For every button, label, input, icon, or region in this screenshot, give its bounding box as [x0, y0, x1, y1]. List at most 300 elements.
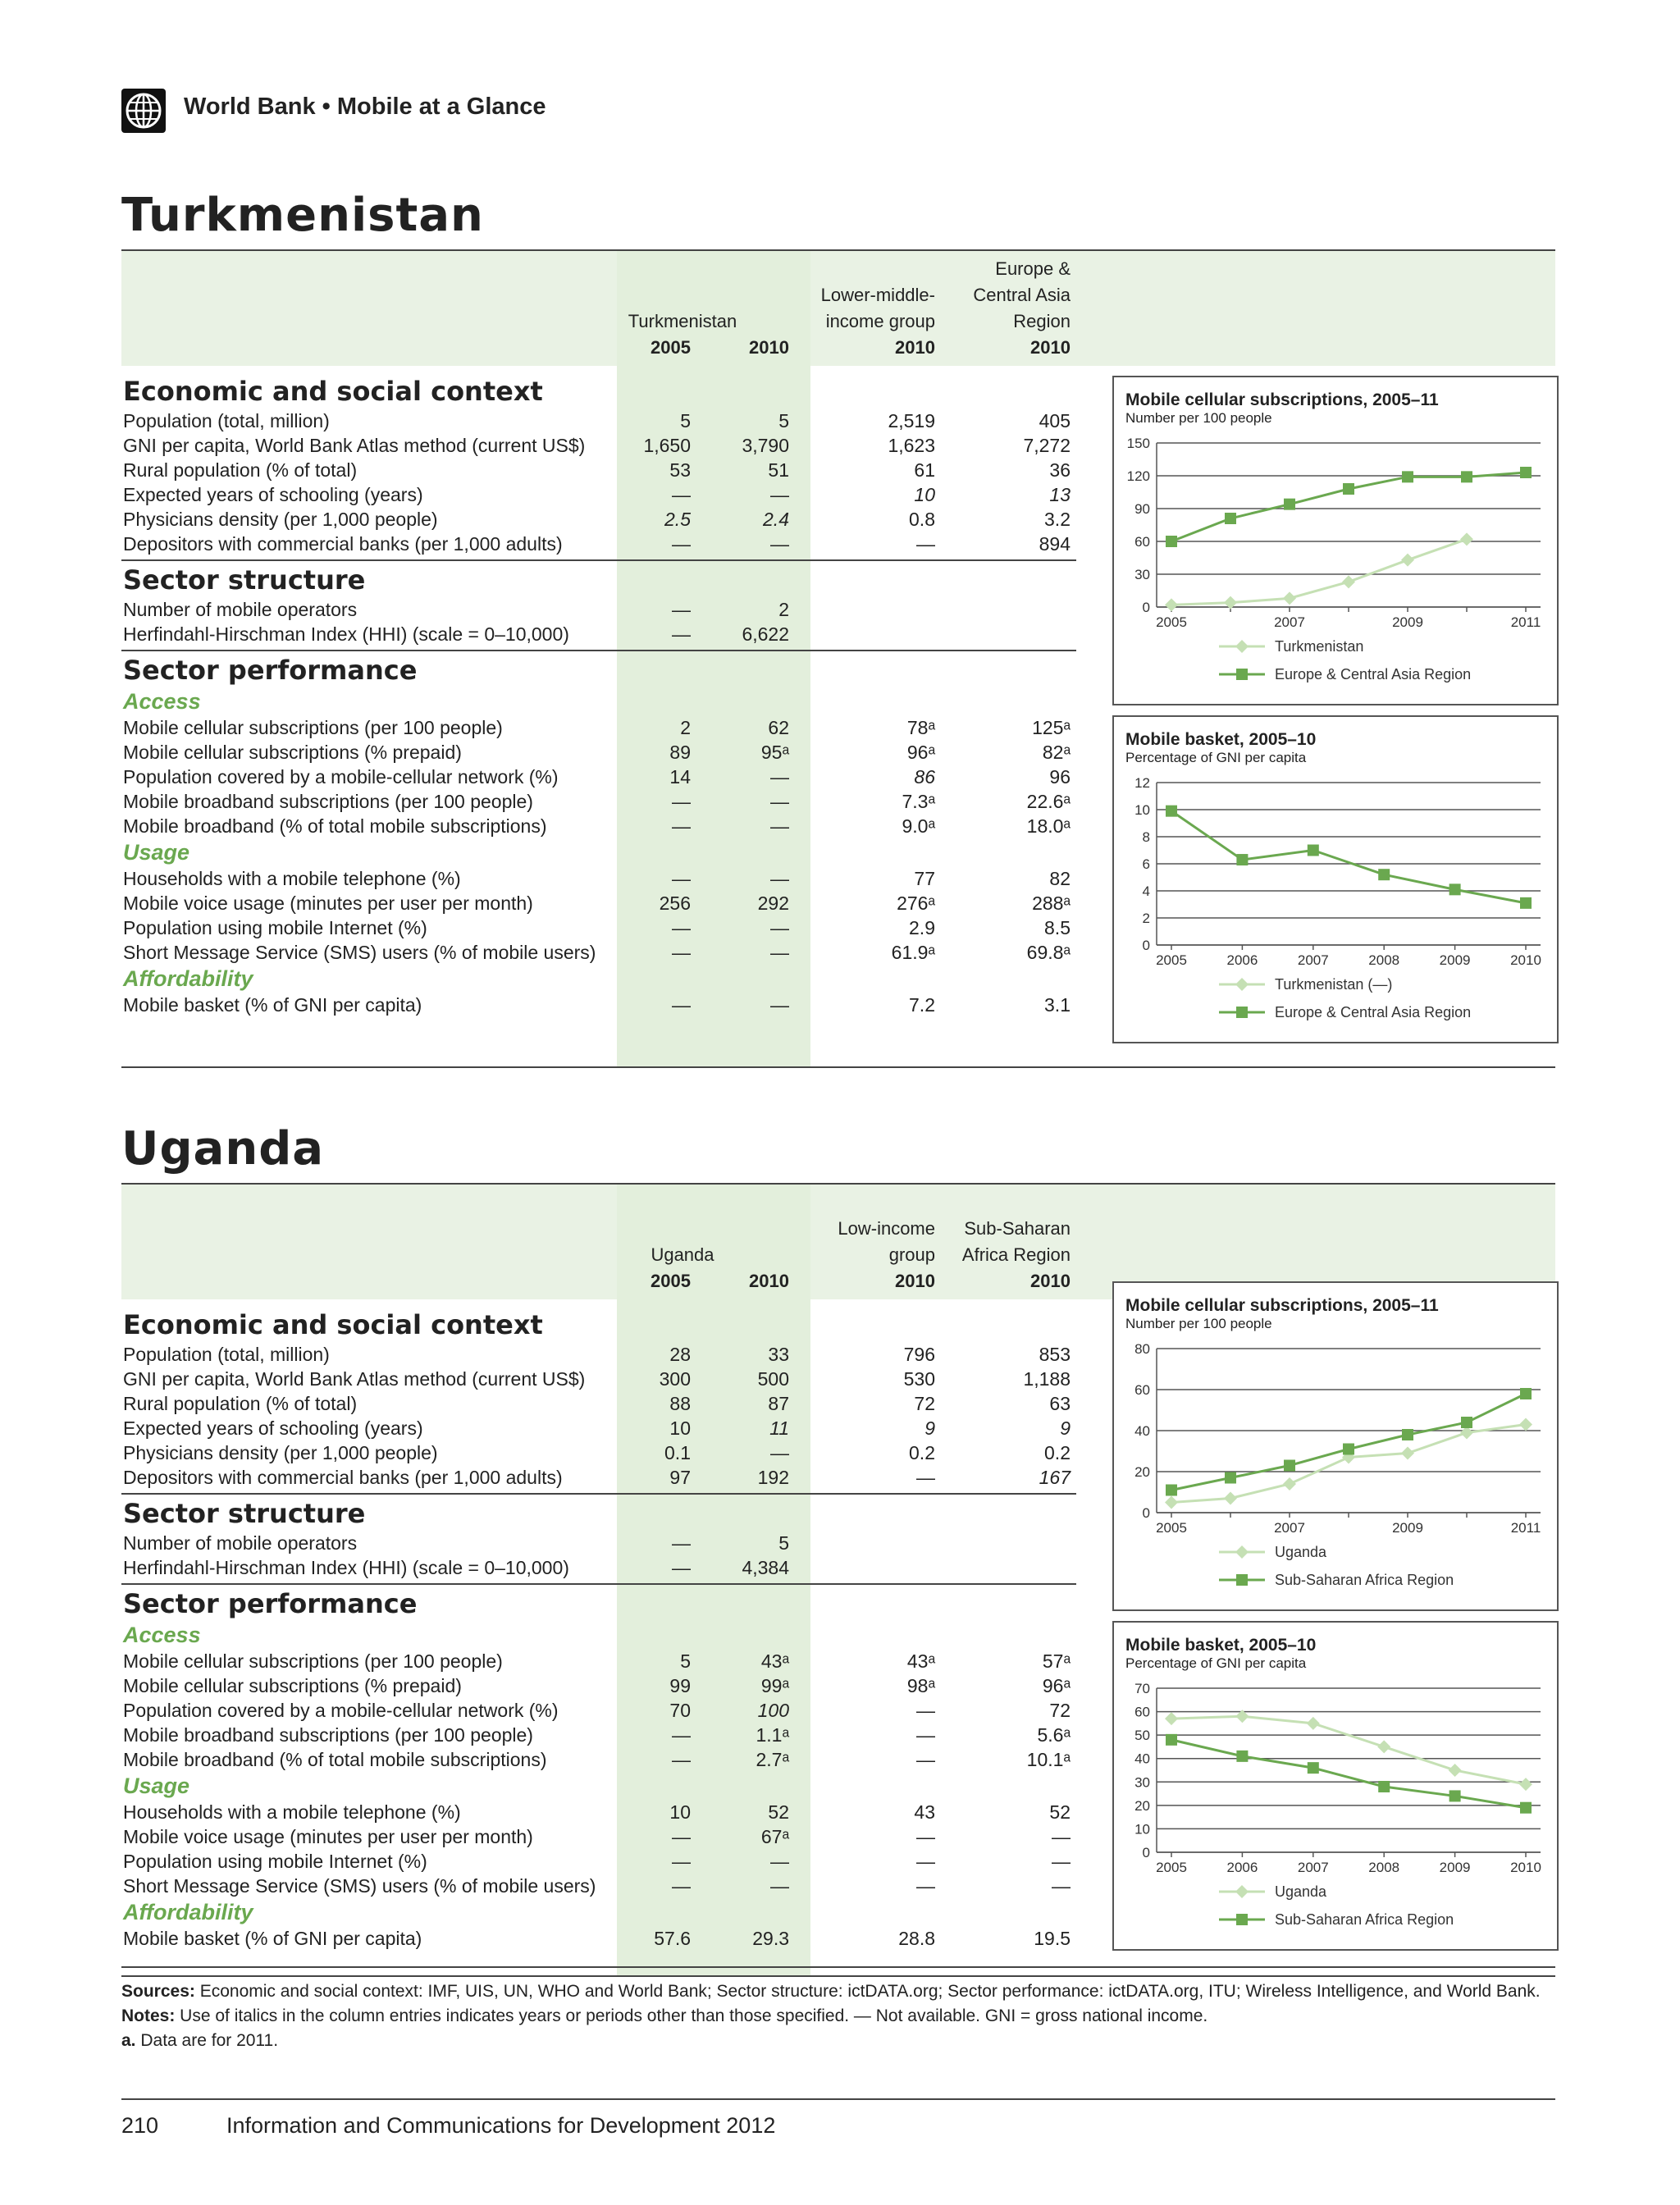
chart-title: Mobile cellular subscriptions, 2005–11	[1125, 390, 1439, 409]
footnote-a: a. Data are for 2011.	[121, 2031, 279, 2050]
row-value: 0.1	[664, 1442, 691, 1463]
row-value: 894	[1039, 533, 1071, 555]
row-value: 530	[903, 1368, 935, 1390]
column-year: 2005	[651, 337, 691, 358]
country-title: Uganda	[121, 1122, 325, 1176]
data-point	[1166, 536, 1177, 547]
data-point	[1166, 806, 1177, 817]
row-value: —	[770, 533, 789, 555]
row-value: 95ᵃ	[760, 742, 789, 763]
column-year: 2010	[895, 1271, 935, 1291]
row-value: 9.0ᵃ	[902, 815, 935, 837]
row-value: 29.3	[752, 1928, 789, 1949]
y-tick-label: 20	[1134, 1797, 1150, 1814]
row-value: 5.6ᵃ	[1037, 1724, 1071, 1746]
row-value: —	[672, 1557, 691, 1578]
row-value: —	[1052, 1826, 1071, 1847]
data-point	[1520, 1802, 1532, 1814]
row-label: Expected years of schooling (years)	[123, 1418, 423, 1439]
row-value: 10	[669, 1418, 691, 1439]
chart-svg	[1114, 717, 1557, 1042]
data-point	[1307, 1717, 1320, 1730]
row-label: Population covered by a mobile-cellular network (%)	[123, 766, 559, 788]
data-point	[1519, 1778, 1532, 1791]
row-value: 3.2	[1044, 509, 1071, 530]
x-tick-label: 2007	[1297, 1860, 1329, 1875]
row-value: —	[672, 917, 691, 938]
row-label: Herfindahl-Hirschman Index (HHI) (scale = 0–10,000)	[123, 623, 569, 645]
line-chart	[1112, 715, 1559, 1043]
legend-marker	[1236, 1914, 1248, 1925]
row-value: 43	[914, 1801, 935, 1823]
row-value: 67ᵃ	[760, 1826, 789, 1847]
row-label: Households with a mobile telephone (%)	[123, 868, 461, 889]
legend-marker	[1236, 1574, 1248, 1586]
row-value: 288ᵃ	[1032, 892, 1071, 914]
chart-subtitle: Percentage of GNI per capita	[1125, 1655, 1307, 1671]
row-value: 72	[914, 1393, 935, 1414]
row-value: 1,623	[888, 435, 935, 456]
row-value: 500	[757, 1368, 789, 1390]
row-label: GNI per capita, World Bank Atlas method (current US$)	[123, 1368, 586, 1390]
legend-marker	[1235, 640, 1249, 653]
data-point	[1401, 1447, 1414, 1460]
row-value: 99ᵃ	[760, 1675, 789, 1696]
row-value: 57.6	[654, 1928, 691, 1949]
data-point	[1520, 1388, 1532, 1399]
column-header-line: Uganda	[651, 1244, 714, 1265]
row-value: 99	[669, 1675, 691, 1696]
row-value: 77	[914, 868, 935, 889]
column-header-line: Africa Region	[961, 1244, 1071, 1265]
row-value: 82ᵃ	[1042, 742, 1071, 763]
subsection-title: Affordability	[123, 966, 253, 991]
row-value: 2.5	[664, 509, 691, 530]
data-point	[1225, 513, 1236, 524]
row-value: 796	[903, 1344, 935, 1365]
legend-label: Uganda	[1275, 1544, 1327, 1560]
row-label: Number of mobile operators	[123, 599, 358, 620]
chart-title: Mobile basket, 2005–10	[1125, 1636, 1317, 1655]
y-tick-label: 30	[1134, 567, 1150, 582]
row-value: —	[916, 1700, 935, 1721]
row-value: 86	[914, 766, 935, 788]
world-bank-globe-icon	[121, 89, 166, 133]
data-point	[1343, 1444, 1354, 1455]
row-label: Depositors with commercial banks (per 1,000 adults)	[123, 533, 563, 555]
x-tick-label: 2007	[1274, 1520, 1305, 1536]
data-point	[1166, 1485, 1177, 1496]
row-label: Mobile broadband subscriptions (per 100 people)	[123, 1724, 533, 1746]
data-point	[1378, 869, 1390, 880]
row-value: 5	[778, 1532, 789, 1554]
row-value: 14	[669, 766, 691, 788]
subsection-title: Access	[123, 1623, 201, 1647]
y-tick-label: 8	[1142, 829, 1150, 845]
row-value: —	[916, 1749, 935, 1770]
data-point	[1308, 1762, 1319, 1774]
row-value: —	[916, 1826, 935, 1847]
row-value: —	[916, 1851, 935, 1872]
row-label: Population (total, million)	[123, 410, 330, 431]
x-tick-label: 2011	[1510, 614, 1541, 630]
row-value: 3,790	[742, 435, 789, 456]
column-header-line: Region	[1013, 311, 1071, 331]
row-label: Population covered by a mobile-cellular network (%)	[123, 1700, 559, 1721]
row-value: 2,519	[888, 410, 935, 431]
block-title: Sector structure	[123, 1498, 366, 1529]
row-label: Mobile voice usage (minutes per user per month)	[123, 892, 533, 914]
row-value: —	[770, 1442, 789, 1463]
row-value: 10	[669, 1801, 691, 1823]
chart-svg	[1114, 377, 1557, 704]
row-value: 96ᵃ	[1042, 1675, 1071, 1696]
row-label: Rural population (% of total)	[123, 459, 358, 481]
x-tick-label: 2005	[1156, 952, 1187, 968]
row-value: 300	[659, 1368, 691, 1390]
row-value: —	[672, 1724, 691, 1746]
publication-title: Information and Communications for Development 2012	[226, 2113, 776, 2138]
data-point	[1284, 1460, 1295, 1472]
line-chart	[1112, 1281, 1559, 1611]
series-line	[1171, 472, 1526, 541]
data-point	[1402, 471, 1413, 482]
data-point	[1520, 897, 1532, 909]
row-value: 5	[778, 410, 789, 431]
y-tick-label: 0	[1142, 1505, 1150, 1521]
series-line	[1171, 1394, 1526, 1491]
column-header-line: Europe &	[995, 258, 1071, 279]
row-value: 7.2	[909, 994, 935, 1016]
x-tick-label: 2010	[1510, 952, 1541, 968]
y-tick-label: 2	[1142, 911, 1150, 926]
row-value: —	[672, 533, 691, 555]
x-tick-label: 2009	[1392, 1520, 1423, 1536]
data-point	[1449, 1790, 1461, 1801]
row-value: —	[916, 1875, 935, 1897]
row-value: 256	[659, 892, 691, 914]
x-tick-label: 2010	[1510, 1860, 1541, 1875]
row-label: GNI per capita, World Bank Atlas method (current US$)	[123, 435, 586, 456]
row-value: —	[770, 1875, 789, 1897]
table-bottom-rule	[121, 1975, 1555, 1977]
series-line	[1171, 1716, 1526, 1784]
y-tick-label: 10	[1134, 1821, 1150, 1838]
row-value: 19.5	[1034, 1928, 1071, 1949]
block-title: Economic and social context	[123, 1309, 543, 1340]
row-value: 43ᵃ	[760, 1650, 789, 1672]
running-header: World Bank • Mobile at a Glance	[184, 94, 546, 120]
x-tick-label: 2005	[1156, 614, 1187, 630]
row-value: 1,188	[1023, 1368, 1071, 1390]
row-value: 2.7ᵃ	[756, 1749, 789, 1770]
subsection-title: Affordability	[123, 1900, 253, 1924]
column-header-line: Turkmenistan	[628, 311, 737, 331]
row-value: 96ᵃ	[906, 742, 935, 763]
row-label: Population using mobile Internet (%)	[123, 917, 427, 938]
row-value: —	[770, 1851, 789, 1872]
row-label: Mobile cellular subscriptions (% prepaid)	[123, 742, 462, 763]
block-title: Sector performance	[123, 1588, 418, 1619]
row-value: —	[770, 917, 789, 938]
row-value: 89	[669, 742, 691, 763]
row-label: Depositors with commercial banks (per 1,000 adults)	[123, 1467, 563, 1488]
country-title: Turkmenistan	[121, 189, 484, 242]
row-value: 2.4	[763, 509, 789, 530]
block-rule	[121, 1583, 1076, 1585]
legend-label: Turkmenistan (—)	[1275, 976, 1393, 993]
series-line	[1171, 811, 1526, 903]
row-value: 6,622	[742, 623, 789, 645]
page-footer-rule	[121, 2098, 1555, 2100]
x-tick-label: 2009	[1439, 1860, 1471, 1875]
block-title: Economic and social context	[123, 376, 543, 407]
row-value: 10	[914, 484, 935, 505]
data-point	[1461, 471, 1472, 482]
x-tick-label: 2007	[1274, 614, 1305, 630]
column-year: 2010	[749, 337, 789, 358]
row-value: —	[672, 1532, 691, 1554]
y-tick-label: 6	[1142, 856, 1150, 872]
row-value: —	[770, 484, 789, 505]
x-tick-label: 2005	[1156, 1520, 1187, 1536]
row-value: 53	[669, 459, 691, 481]
legend-label: Uganda	[1275, 1883, 1327, 1900]
row-value: 98ᵃ	[906, 1675, 935, 1696]
row-value: 11	[769, 1418, 789, 1439]
y-tick-label: 120	[1126, 468, 1150, 484]
legend-marker	[1235, 1885, 1249, 1898]
row-label: Physicians density (per 1,000 people)	[123, 509, 438, 530]
row-value: 96	[1049, 766, 1071, 788]
row-label: Population using mobile Internet (%)	[123, 1851, 427, 1872]
x-tick-label: 2011	[1510, 1520, 1541, 1536]
y-tick-label: 40	[1134, 1751, 1150, 1767]
data-point	[1283, 591, 1296, 605]
row-label: Mobile cellular subscriptions (% prepaid)	[123, 1675, 462, 1696]
row-value: —	[770, 791, 789, 812]
data-point	[1225, 1472, 1236, 1484]
y-tick-label: 4	[1142, 883, 1150, 899]
row-value: 88	[669, 1393, 691, 1414]
row-value: 57ᵃ	[1042, 1650, 1071, 1672]
data-point	[1378, 1781, 1390, 1792]
row-value: 72	[1049, 1700, 1071, 1721]
row-value: —	[672, 1749, 691, 1770]
row-value: —	[770, 994, 789, 1016]
row-value: —	[672, 791, 691, 812]
row-value: —	[672, 942, 691, 963]
data-point	[1166, 1734, 1177, 1746]
row-value: 167	[1039, 1467, 1071, 1488]
column-header-line: Sub-Saharan	[964, 1218, 1071, 1239]
row-value: 97	[669, 1467, 691, 1488]
row-value: 5	[680, 410, 691, 431]
legend-marker	[1236, 669, 1248, 680]
row-value: 51	[768, 459, 789, 481]
subsection-title: Usage	[123, 840, 190, 865]
row-value: 18.0ᵃ	[1026, 815, 1071, 837]
y-tick-label: 0	[1142, 1845, 1150, 1860]
data-point	[1165, 598, 1178, 611]
row-value: 276ᵃ	[897, 892, 935, 914]
legend-label: Turkmenistan	[1275, 638, 1364, 655]
column-header-line: Lower-middle-	[820, 285, 935, 305]
data-point	[1401, 554, 1414, 567]
data-point	[1236, 1751, 1248, 1762]
chart-subtitle: Number per 100 people	[1125, 410, 1272, 426]
row-value: —	[672, 868, 691, 889]
row-value: 82	[1049, 868, 1071, 889]
row-value: 28.8	[898, 1928, 935, 1949]
subsection-title: Access	[123, 689, 201, 714]
row-value: 3.1	[1044, 994, 1071, 1016]
sources-note: Sources: Economic and social context: IMF, UIS, UN, WHO and World Bank; Sector structure: ictDATA.org; Sector performance: ictDATA.org, ITU; Wireless Intelligence, and World Bank.	[121, 1982, 1541, 2001]
row-value: —	[672, 484, 691, 505]
x-tick-label: 2009	[1392, 614, 1423, 630]
row-label: Physicians density (per 1,000 people)	[123, 1442, 438, 1463]
subsection-title: Usage	[123, 1774, 190, 1798]
chart-svg	[1114, 1623, 1557, 1949]
table-bottom-rule	[121, 1066, 1555, 1068]
row-label: Mobile broadband (% of total mobile subscriptions)	[123, 815, 547, 837]
data-point	[1461, 1417, 1472, 1428]
row-label: Mobile cellular subscriptions (per 100 people)	[123, 717, 503, 738]
column-header-line: income group	[825, 311, 935, 331]
row-value: 52	[768, 1801, 789, 1823]
data-point	[1342, 575, 1355, 588]
column-header-line: Central Asia	[973, 285, 1071, 305]
legend-marker	[1236, 1007, 1248, 1018]
row-value: 125ᵃ	[1032, 717, 1071, 738]
row-value: 63	[1049, 1393, 1071, 1414]
block-title: Sector structure	[123, 564, 366, 596]
y-tick-label: 30	[1134, 1774, 1150, 1791]
data-point	[1343, 483, 1354, 495]
row-value: 100	[757, 1700, 789, 1721]
line-chart	[1112, 376, 1559, 705]
row-value: —	[770, 815, 789, 837]
row-value: —	[672, 623, 691, 645]
data-point	[1520, 467, 1532, 478]
chart-svg	[1114, 1283, 1557, 1609]
y-tick-label: 70	[1134, 1681, 1150, 1696]
row-label: Mobile broadband subscriptions (per 100 people)	[123, 791, 533, 812]
data-point	[1449, 883, 1461, 895]
data-point	[1402, 1429, 1413, 1440]
legend-label: Europe & Central Asia Region	[1275, 666, 1472, 682]
row-value: —	[672, 599, 691, 620]
row-value: 8.5	[1044, 917, 1071, 938]
y-tick-label: 80	[1134, 1341, 1150, 1357]
row-value: 2.9	[909, 917, 935, 938]
row-value: 7.3ᵃ	[902, 791, 935, 812]
y-tick-label: 60	[1134, 1704, 1150, 1720]
row-value: 4,384	[742, 1557, 789, 1578]
row-label: Number of mobile operators	[123, 1532, 358, 1554]
y-tick-label: 90	[1134, 501, 1150, 517]
x-tick-label: 2007	[1297, 952, 1329, 968]
row-value: 28	[669, 1344, 691, 1365]
block-rule	[121, 650, 1076, 651]
row-value: 13	[1049, 484, 1071, 505]
row-label: Rural population (% of total)	[123, 1393, 358, 1414]
row-value: 1.1ᵃ	[756, 1724, 789, 1746]
legend-label: Sub-Saharan Africa Region	[1275, 1572, 1454, 1588]
row-value: 69.8ᵃ	[1026, 942, 1071, 963]
row-value: —	[672, 1875, 691, 1897]
chart-subtitle: Percentage of GNI per capita	[1125, 750, 1307, 765]
data-point	[1165, 1496, 1178, 1509]
column-year: 2010	[895, 337, 935, 358]
data-point	[1308, 845, 1319, 856]
y-tick-label: 10	[1134, 802, 1150, 818]
column-year: 2010	[749, 1271, 789, 1291]
row-value: 33	[768, 1344, 789, 1365]
row-value: 0.2	[1044, 1442, 1071, 1463]
row-value: 62	[768, 717, 789, 738]
y-tick-label: 40	[1134, 1423, 1150, 1439]
chart-title: Mobile cellular subscriptions, 2005–11	[1125, 1296, 1439, 1315]
column-header-line: group	[888, 1244, 935, 1265]
row-value: 2	[680, 717, 691, 738]
row-value: —	[1052, 1851, 1071, 1872]
y-tick-label: 12	[1134, 775, 1150, 791]
line-chart	[1112, 1621, 1559, 1951]
legend-marker	[1235, 978, 1249, 991]
row-value: —	[672, 815, 691, 837]
row-value: 405	[1039, 410, 1071, 431]
data-point	[1236, 854, 1248, 865]
row-label: Short Message Service (SMS) users (% of mobile users)	[123, 1875, 596, 1897]
row-label: Mobile basket (% of GNI per capita)	[123, 1928, 422, 1949]
row-value: —	[916, 1467, 935, 1488]
y-tick-label: 0	[1142, 938, 1150, 953]
row-value: 0.2	[909, 1442, 935, 1463]
row-value: 36	[1049, 459, 1071, 481]
data-point	[1283, 1477, 1296, 1491]
page-number: 210	[121, 2113, 159, 2138]
row-label: Herfindahl-Hirschman Index (HHI) (scale = 0–10,000)	[123, 1557, 569, 1578]
x-tick-label: 2008	[1368, 952, 1400, 968]
legend-marker	[1235, 1545, 1249, 1559]
row-label: Short Message Service (SMS) users (% of mobile users)	[123, 942, 596, 963]
x-tick-label: 2008	[1368, 1860, 1400, 1875]
series-line	[1171, 539, 1467, 605]
row-value: 70	[669, 1700, 691, 1721]
row-label: Expected years of schooling (years)	[123, 484, 423, 505]
data-point	[1224, 1492, 1237, 1505]
block-rule	[121, 559, 1076, 561]
column-year: 2010	[1030, 1271, 1071, 1291]
row-label: Mobile basket (% of GNI per capita)	[123, 994, 422, 1016]
row-label: Mobile voice usage (minutes per user per month)	[123, 1826, 533, 1847]
column-year: 2010	[1030, 337, 1071, 358]
y-tick-label: 150	[1126, 436, 1150, 451]
y-tick-label: 0	[1142, 600, 1150, 615]
notes-note: Notes: Use of italics in the column entries indicates years or periods other than those specified. — Not available. GNI = gross national income.	[121, 2006, 1208, 2025]
row-value: 192	[757, 1467, 789, 1488]
block-title: Sector performance	[123, 655, 418, 686]
legend-label: Sub-Saharan Africa Region	[1275, 1911, 1454, 1928]
data-point	[1519, 1418, 1532, 1431]
row-value: 52	[1049, 1801, 1071, 1823]
data-point	[1284, 499, 1295, 510]
row-value: 22.6ᵃ	[1026, 791, 1071, 812]
block-rule	[121, 1493, 1076, 1495]
row-value: —	[770, 942, 789, 963]
row-value: —	[770, 766, 789, 788]
